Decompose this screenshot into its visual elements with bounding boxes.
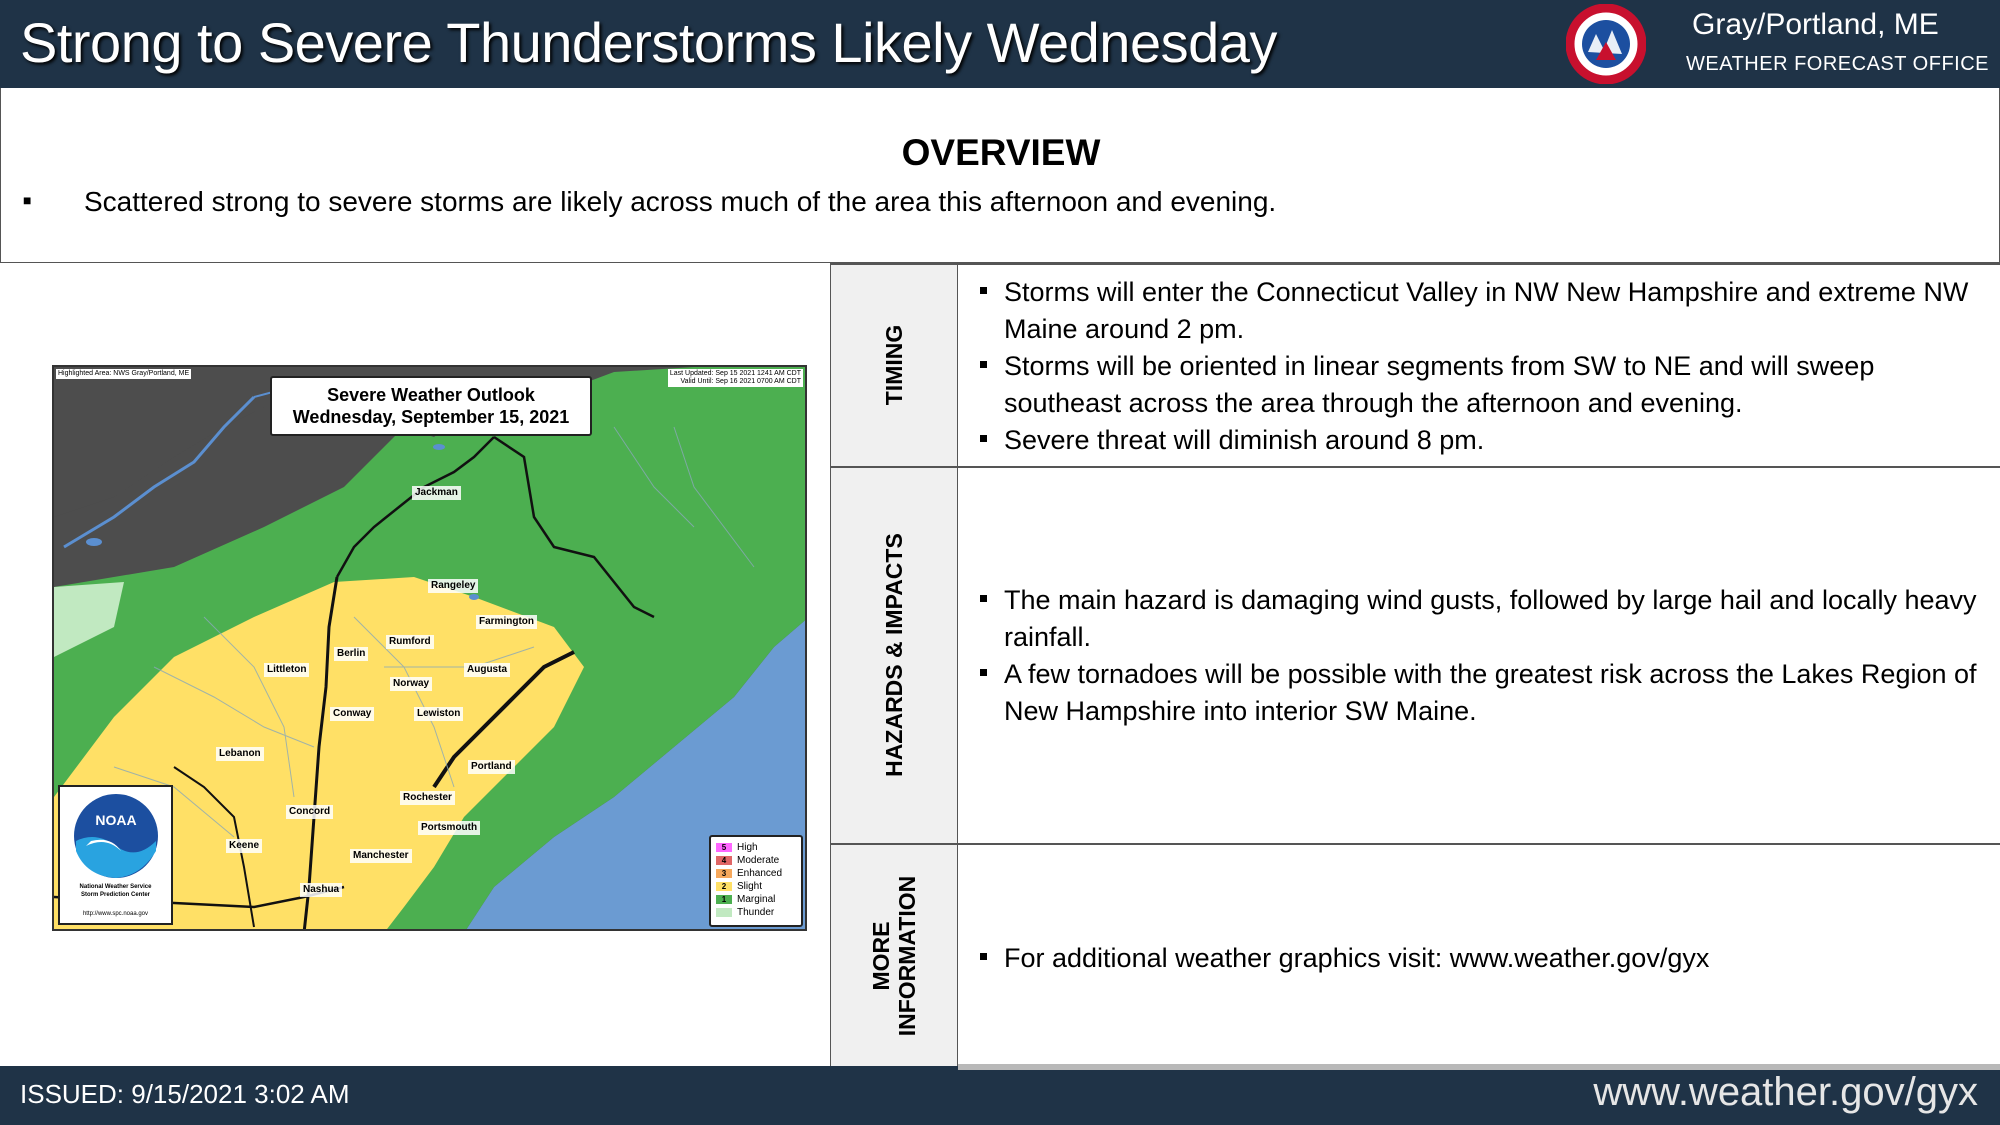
- city-label: Rumford: [386, 635, 434, 649]
- map-title-box: [270, 376, 592, 436]
- legend-swatch: 1: [716, 895, 732, 904]
- section-label-more-info-line2: INFORMATION: [894, 875, 920, 1037]
- overview-panel: [0, 88, 2000, 263]
- city-label: Portland: [468, 760, 515, 774]
- nws-logo-icon: [1566, 4, 1646, 84]
- legend-swatch: [716, 908, 732, 917]
- row-divider: [830, 466, 2000, 468]
- legend-swatch: 2: [716, 882, 732, 891]
- list-item: Storms will enter the Connecticut Valley in NW New Hampshire and extreme NW Maine around 2 pm.: [978, 274, 1978, 348]
- map-title-line2: Wednesday, September 15, 2021: [292, 407, 570, 427]
- city-label: Farmington: [476, 615, 537, 629]
- row-divider: [830, 843, 2000, 845]
- city-label: Augusta: [464, 663, 510, 677]
- section-label-hazards: HAZARDS & IMPACTS: [881, 533, 907, 777]
- list-item: For additional weather graphics visit: www.weather.gov/gyx: [978, 940, 1978, 977]
- noaa-url: http://www.spc.noaa.gov: [82, 911, 149, 917]
- legend-label: High: [737, 842, 758, 853]
- hazards-content: [978, 582, 1978, 730]
- list-item: Severe threat will diminish around 8 pm.: [978, 422, 1978, 459]
- noaa-caption: [60, 883, 171, 899]
- city-label: Lewiston: [414, 707, 463, 721]
- table-top-border: [830, 263, 2000, 265]
- issued-timestamp: ISSUED: 9/15/2021 3:02 AM: [20, 1079, 350, 1109]
- section-label-more-info: [868, 866, 920, 1046]
- legend-row: [716, 867, 796, 880]
- office-subtitle: WEATHER FORECAST OFFICE: [1686, 53, 1989, 75]
- list-item: A few tornadoes will be possible with the greatest risk across the Lakes Region of New Hampshire into interior SW Maine.: [978, 656, 1978, 730]
- legend-row: [716, 906, 796, 919]
- bullet-marker-icon: ■: [23, 192, 32, 208]
- city-label: Rochester: [400, 791, 455, 805]
- footer-bar: [0, 1066, 2000, 1125]
- severe-outlook-map: [52, 365, 807, 931]
- list-item: The main hazard is damaging wind gusts, followed by large hail and locally heavy rainfall.: [978, 582, 1978, 656]
- section-label-timing: TIMING: [881, 324, 907, 406]
- footer-website-link[interactable]: www.weather.gov/gyx: [1593, 1070, 1978, 1114]
- list-item: Storms will be oriented in linear segments from SW to NE and will sweep southeast across the area through the afternoon and evening.: [978, 348, 1978, 422]
- office-name: Gray/Portland, ME: [1692, 8, 1939, 41]
- noaa-logo-icon: [71, 791, 161, 881]
- city-label: Berlin: [334, 647, 368, 661]
- legend-label: Slight: [737, 881, 763, 892]
- city-label: Conway: [330, 707, 374, 721]
- map-legend: [709, 835, 803, 927]
- city-label: Rangeley: [428, 579, 478, 593]
- map-last-updated: Last Updated: Sep 15 2021 1241 AM CDT: [669, 370, 801, 377]
- legend-row: [716, 893, 796, 906]
- city-label: Keene: [226, 839, 262, 853]
- map-highlighted-area: Highlighted Area: NWS Gray/Portland, ME: [58, 370, 190, 377]
- city-label: Lebanon: [216, 747, 264, 761]
- legend-label: Marginal: [737, 894, 776, 905]
- city-label: Jackman: [412, 486, 461, 500]
- city-label: Norway: [390, 677, 432, 691]
- map-title-line1: Severe Weather Outlook: [327, 385, 535, 405]
- section-label-more-info-line1: MORE: [868, 921, 894, 991]
- legend-swatch: 4: [716, 856, 732, 865]
- noaa-logo-box: [58, 785, 173, 925]
- legend-label: Enhanced: [737, 868, 783, 879]
- legend-row: [716, 841, 796, 854]
- city-label: Nashua: [300, 883, 342, 897]
- map-updated-info: [668, 369, 803, 387]
- legend-label: Moderate: [737, 855, 780, 866]
- noaa-caption-line1: National Weather Service: [79, 884, 152, 890]
- overview-title: OVERVIEW: [901, 132, 1101, 173]
- legend-row: [716, 854, 796, 867]
- city-label: Manchester: [350, 849, 412, 863]
- more-info-content: [978, 940, 1978, 977]
- footer-accent-bar: [958, 1064, 2000, 1070]
- city-label: Concord: [286, 805, 333, 819]
- legend-swatch: 3: [716, 869, 732, 878]
- timing-content: [978, 274, 1978, 459]
- overview-text: Scattered strong to severe storms are likely across much of the area this afternoon and evening.: [84, 186, 1277, 217]
- page-title: Strong to Severe Thunderstorms Likely Wednesday: [20, 11, 1277, 74]
- city-label: Littleton: [264, 663, 309, 677]
- legend-label: Thunder: [737, 907, 775, 918]
- noaa-caption-line2: Storm Prediction Center: [80, 892, 150, 898]
- city-label: Portsmouth: [418, 821, 480, 835]
- legend-row: [716, 880, 796, 893]
- noaa-logo-text: NOAA: [95, 812, 137, 828]
- header-bar: [0, 0, 2000, 88]
- legend-swatch: 5: [716, 843, 732, 852]
- map-valid-until: Valid Until: Sep 16 2021 0700 AM CDT: [680, 378, 801, 385]
